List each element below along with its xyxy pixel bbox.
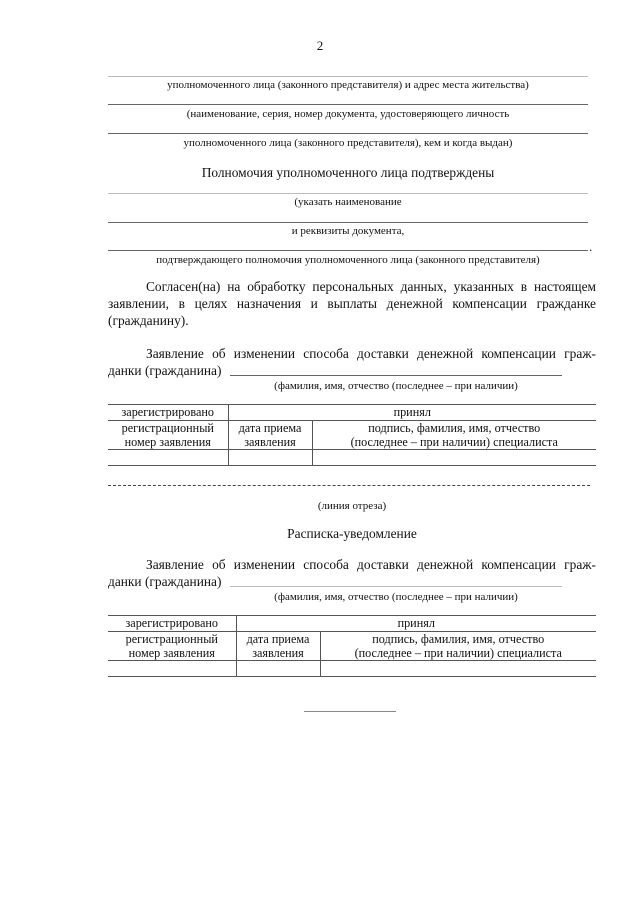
registration-table xyxy=(108,404,596,466)
registered-header: зарегистрировано xyxy=(108,405,228,421)
caption: (наименование, серия, номер документа, удостоверяющего личность xyxy=(186,108,510,120)
reg-number-label: номер заявления xyxy=(124,435,211,449)
application-line-2: данки (гражданина) xyxy=(108,363,222,378)
reg-number-cell[interactable] xyxy=(108,450,228,466)
fio-caption: (фамилия, имя, отчество (последнее – при наличии) xyxy=(274,380,518,392)
caption: (указать наименование xyxy=(294,196,402,208)
fill-line[interactable] xyxy=(108,104,588,105)
sign-label: (последнее – при наличии) специалиста xyxy=(350,435,558,449)
powers-heading: Полномочия уполномоченного лица подтверждены xyxy=(201,165,495,180)
end-divider xyxy=(304,711,396,712)
caption: и реквизиты документа, xyxy=(291,225,405,237)
caption: уполномоченного лица (законного представителя), кем и когда выдан) xyxy=(183,137,513,149)
fio-field[interactable] xyxy=(230,375,562,376)
receipt-registration-table xyxy=(108,615,596,677)
caption: подтверждающего полномочия уполномоченного лица (законного представителя) xyxy=(156,254,540,266)
date-label: дата приема xyxy=(246,632,310,646)
date-cell[interactable] xyxy=(228,450,312,466)
sign-label: подпись, фамилия, имя, отчество xyxy=(368,421,541,435)
reg-number-label: регистрационный xyxy=(121,421,214,435)
fill-line[interactable] xyxy=(108,222,588,223)
fill-line[interactable] xyxy=(108,250,588,251)
fill-line[interactable] xyxy=(108,133,588,134)
reg-number-label: регистрационный xyxy=(125,632,218,646)
date-label: заявления xyxy=(252,646,304,660)
cut-line xyxy=(108,485,590,486)
reg-number-label: номер заявления xyxy=(128,646,215,660)
consent-paragraph: Согласен(на) на обработку персональных данных, указанных в настоящем заявлении, в целях назначения и выплаты денежной компенсации гражданке (гражданину). xyxy=(108,279,596,328)
sign-cell[interactable] xyxy=(312,450,596,466)
sign-label: подпись, фамилия, имя, отчество xyxy=(372,632,545,646)
date-cell[interactable] xyxy=(236,661,320,677)
registered-header: зарегистрировано xyxy=(108,616,236,632)
application-line-1: Заявление об изменении способа доставки денежной компенсации граж- xyxy=(146,346,596,361)
trailing-period: . xyxy=(589,239,593,254)
cut-line-caption: (линия отреза) xyxy=(317,500,387,512)
fio-caption: (фамилия, имя, отчество (последнее – при наличии) xyxy=(274,591,518,603)
sign-label: (последнее – при наличии) специалиста xyxy=(354,646,562,660)
date-label: дата приема xyxy=(238,421,302,435)
caption: уполномоченного лица (законного представителя) и адрес места жительства) xyxy=(167,79,529,91)
accepted-header: принял xyxy=(236,616,596,632)
fill-line[interactable] xyxy=(108,193,588,194)
fill-line[interactable] xyxy=(108,76,588,77)
receipt-line-2: данки (гражданина) xyxy=(108,574,222,589)
page-number: 2 xyxy=(316,38,324,53)
accepted-header: принял xyxy=(228,405,596,421)
date-label: заявления xyxy=(244,435,296,449)
fio-field[interactable] xyxy=(230,586,562,587)
reg-number-cell[interactable] xyxy=(108,661,236,677)
receipt-line-1: Заявление об изменении способа доставки денежной компенсации граж- xyxy=(146,557,596,572)
receipt-heading: Расписка-уведомление xyxy=(287,526,417,541)
sign-cell[interactable] xyxy=(320,661,596,677)
